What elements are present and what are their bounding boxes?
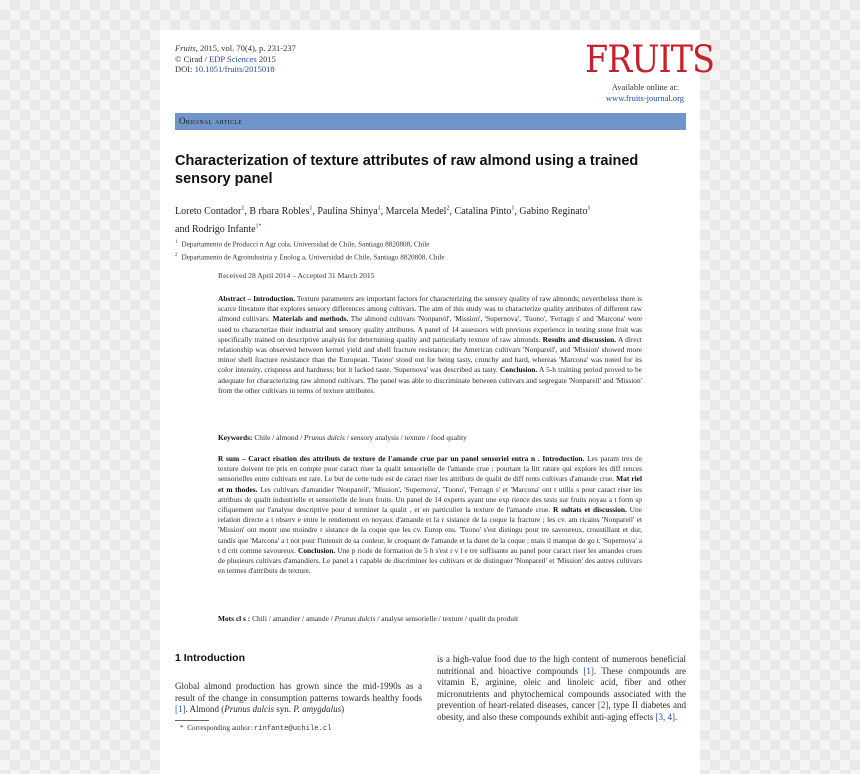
affiliation-item: $^1$ Departamento de Producci n Agr cola, Universidad de Chile, Santiago 8820808, Chile [175, 240, 430, 249]
article-type-label: Original article [179, 116, 243, 126]
body-column-left: Global almond production has grown since the mid-1990s as a result of the change in consumption patterns towards healthy foods [1]. Almond (Prunus dulcis syn. P. amygdalus) [175, 681, 422, 714]
resume-french-abstract: R sum – Caract risation des attributs de texture de l'amande crue par un panel sensoriel entra n . Introduction. Les param tres de texture doivent tre pris en compte pour caract riser la qualit sensorielle de l'amande crue ; pourtant la litt rature qui explore les diff rences sensorielles entre cultivars est rare. Le but de cette tude est de caract riser les attributs de qualit de diff rents cultivars d'amande crue. Mat riel et m thodes. Les cultivars d'amandier 'Nonpareil', 'Mission', 'Supernova', 'Tuono', 'Ferragn s' et 'Marcona' ont t utilis s pour caract riser les attributs de qualit industrielle et sensorielle de leurs fruits. Un panel de 14 experts ayant une exp rience des tests sur fruits noyau a t form sp cifiquement sur l'analyse descriptive pour d terminer la qualit , et en particulier la texture de l'amande crue. R sultats et discussion. Une relation directe a t observ e entre le rendement en noyaux d'amande et la r sistance de la coque la fracture ; les cv. am ricains 'Nonpareil' et 'Mission' ont montr une moindre r sistance de la coque que les cv. Europ ens. 'Tuono' s'est distingu pour tre savoureux, croustillant et dur, tandis que 'Marcona' a t not pour l'intensit de sa couleur, le croquant de l'amande et la duret de la coque ; mais il manque de go t. 'Supernova' a t d crit comme savoureux. Conclusion. Une p riode de formation de 5 h s'est r v l e tre suffisante au panel pour caract riser les amandes crues de plusieurs cultivars d'amandiers. Le panel a t capable de discriminer les cultivars et de distinguer 'Nonpareil' et 'Mission' des autres cultivars en termes d'attributs de texture. [218, 454, 642, 576]
fruits-logo: FRUITS [585, 38, 715, 81]
affiliation-item: $^2$ Departamento de Agroindustria y Enolog a, Universidad de Chile, Santiago 8820808, Chile [175, 253, 445, 262]
reference-link[interactable]: [1] [583, 665, 594, 676]
body-column-right: is a high-value food due to the high content of numerous beneficial nutritional and bioactive compounds [1]. These compounds are vitamin E, arginine, oleic and linoleic acid, fiber and other micronutrients and phytochemical compounds associated with the prevention of heart-related diseases, cancer [2], type II diabetes and obesity, and also these compounds exhibit anti-aging effects [3, 4]. [437, 654, 686, 722]
corresponding-author-footnote: * Corresponding author: rinfante@uchile.cl [180, 724, 332, 733]
author: B rbara Robles$^1$, [249, 206, 318, 218]
received-dates: Received 28 April 2014 – Accepted 31 March 2015 [218, 271, 375, 280]
availability-note: Available online at: www.fruits-journal.org [605, 82, 685, 103]
author: Gabino Reginato$^1$ [519, 206, 591, 218]
paper-page [160, 30, 715, 774]
footnote-rule [175, 720, 209, 721]
reference-link[interactable]: [2] [597, 700, 609, 710]
reference-link[interactable]: [1] [175, 704, 186, 714]
journal-header: Fruits, 2015, vol. 70(4), p. 231-237 © Cirad / EDP Sciences 2015 DOI: 10.1051/fruits/2015018 [175, 43, 296, 74]
article-title: Characterization of texture attributes of raw almond using a trained sensory panel [175, 153, 639, 187]
doi-link[interactable]: 10.1051/fruits/2015018 [194, 64, 275, 74]
keywords: Keywords: Chile / almond / Prunus dulcis / sensory analysis / texture / food quality [218, 433, 467, 442]
author-list [175, 202, 695, 237]
article-type-banner [175, 113, 686, 130]
reference-link[interactable]: [3, 4] [655, 711, 675, 722]
author: Catalina Pinto$^1$, [454, 206, 520, 218]
section-heading-introduction: 1 Introduction [175, 652, 245, 664]
journal-website-link[interactable]: www.fruits-journal.org [605, 93, 685, 103]
affiliations [175, 237, 445, 264]
author: Marcela Medel$^2$, [385, 206, 455, 218]
author: Loreto Contador$^1$, [175, 206, 250, 218]
mots-cles: Mots cl s : Chili / amandier / amande / Prunus dulcis / analyse sensorielle / texture / qualit du produit [218, 614, 519, 623]
author-email: rinfante@uchile.cl [253, 725, 332, 733]
publisher-link[interactable]: EDP Sciences [209, 53, 257, 64]
abstract: Abstract – Introduction. Texture parameters are important factors for characterizing the sensory quality of raw almonds; nevertheless there is scarce literature that explores sensory differences among cultivars. The aim of this study was to characterize quality attributes of different raw almond cultivars. Materials and methods. The almond cultivars 'Nonpareil', 'Mission', 'Supernova', 'Tuono', 'Ferragn s' and 'Marcona' were used to characterize their industrial and sensory quality attributes. A panel of 14 assessors with previous experience in testing stone fruit was specifically trained on descriptive analysis for determining quality and particularly texture of raw almonds. Results and discussion. A direct relationship was observed between kernel yield and shell fracture resistance; the American cultivars 'Nonpareil', and 'Mission' showed more minor shell fracture resistance than the European. 'Tuono' stood out for being tasty, crunchy and hard, whereas 'Marcona' was noted for its color intensity, crispness and hardness; but it lacked taste. 'Supernova' was described as tasty. Conclusion. A 5-h training period proved to be adequate for characterizing raw almond cultivars. The panel was able to discriminate between cultivars and segregate 'Nonpareil' and 'Mission' from the other cultivars in terms of texture attributes. [218, 294, 643, 395]
author: and Rodrigo Infante$^{1*}$ [175, 223, 262, 235]
author: Paulina Shinya$^1$, [317, 206, 386, 218]
